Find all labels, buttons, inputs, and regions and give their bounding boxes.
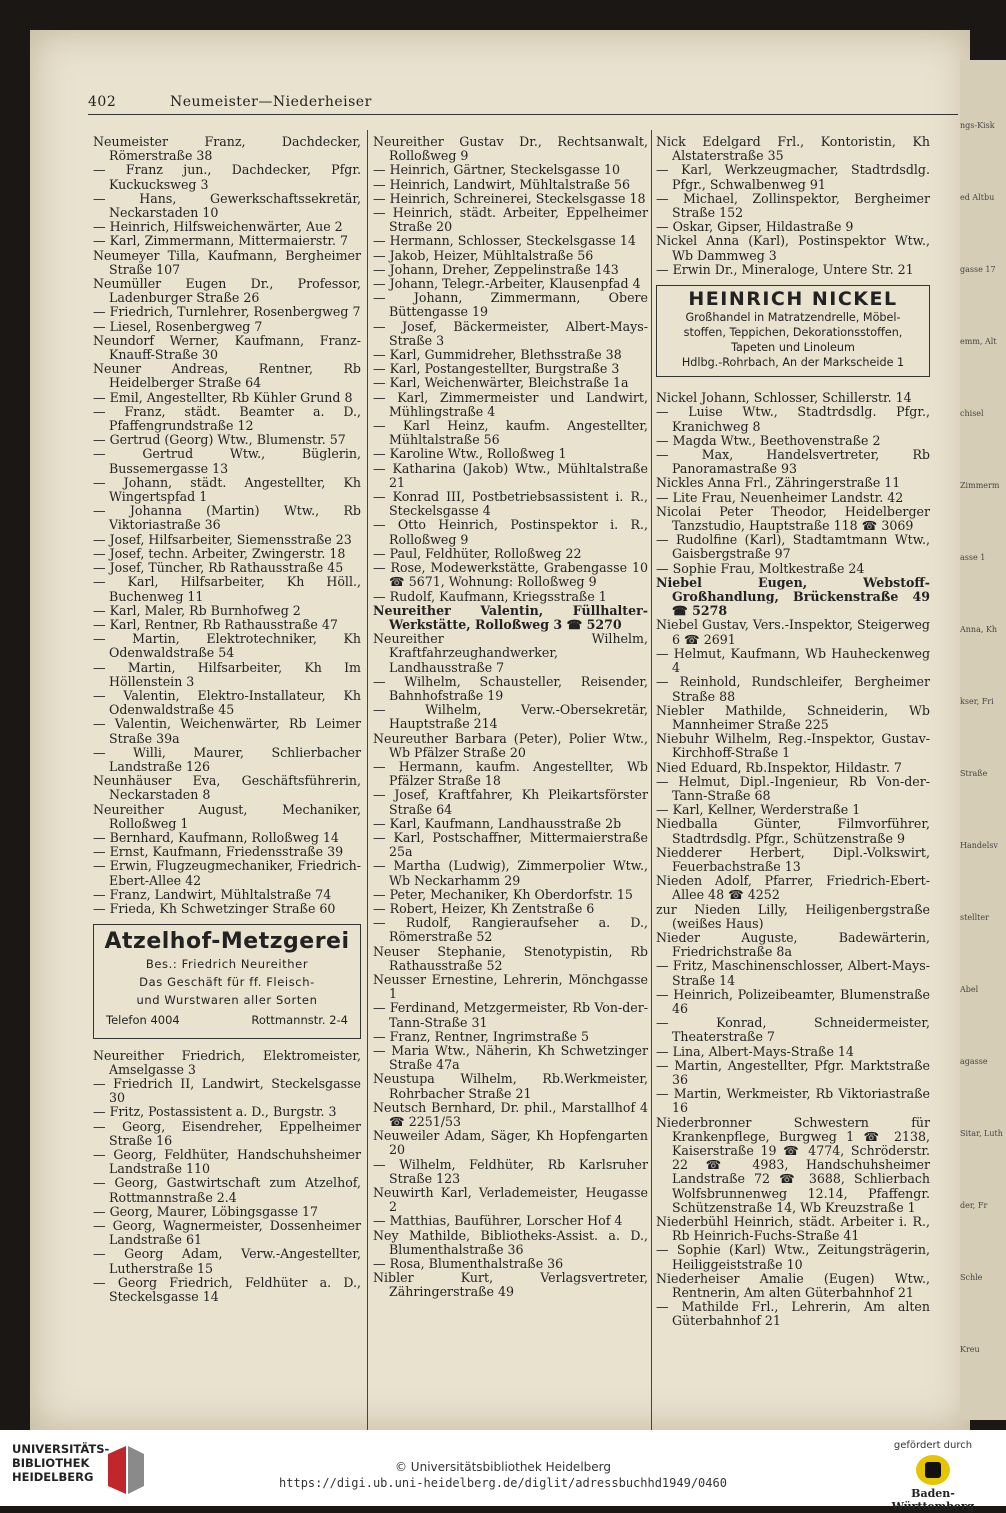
adjacent-page-text: Handelsv [960,841,998,850]
directory-entry: — Heinrich, Polizeibeamter, Blumenstraße 46 [656,986,930,1016]
directory-entry: — Heinrich, Schreinerei, Steckelsgasse 18 [373,190,646,206]
ad-title: HEINRICH NICKEL [688,288,898,311]
directory-entry: — Karl, Gummidreher, Blethsstraße 38 [373,347,622,363]
directory-entry: — Oskar, Gipser, Hildastraße 9 [656,219,854,235]
directory-entry: Niedballa Günter, Filmvorführer, Stadtrdsdlg. Pfgr., Schützenstraße 9 [656,816,930,846]
directory-entry: — Gertrud Wtw., Büglerin, Bussemergasse 13 [93,446,361,476]
adjacent-page-text: gasse 17 [960,265,996,274]
directory-entry: Niederbronner Schwestern für Krankenpflege, Burgweg 1 ☎ 2138, Kaiserstraße 19 ☎ 4774, Schröderstr. 22 ☎ 4983, Handschuhsheimer Landstraße 72 ☎ 3688, Schlierbach Wolfsbrunnenweg 12.14, Pfaffengr. Schützenstraße 14, Wb Kreuzstraße 1 [656,1114,930,1215]
directory-entry: — Georg, Maurer, Löbingsgasse 17 [93,1203,319,1219]
directory-entry: Nieder Auguste, Badewärterin, Friedrichstraße 8a [656,929,930,960]
directory-entry: — Hermann, kaufm. Angestellter, Wb Pfälzer Straße 18 [373,758,648,789]
directory-entry: — Josef, Bäckermeister, Albert-Mays-Straße 3 [373,318,648,348]
directory-entry: Neureither August, Mechaniker, Rolloßweg 1 [93,801,361,831]
directory-entry: — Fritz, Postassistent a. D., Burgstr. 3 [93,1104,337,1120]
ad-address: Rottmannstr. 2-4 [251,1013,348,1028]
directory-entry: — Georg Friedrich, Feldhüter a. D., Steckelsgasse 14 [93,1274,361,1305]
directory-entry: — Johann, städt. Angestellter, Kh Wingertspfad 1 [93,474,361,505]
directory-entry: — Josef, Hilfsarbeiter, Siemensstraße 23 [93,531,352,547]
adjacent-page-edge [960,60,1006,1420]
directory-entry: — Wilhelm, Schausteller, Reisender, Bahnhofstraße 19 [373,673,648,703]
column-divider [651,130,652,1430]
directory-entry: — Franz, Landwirt, Mühltalstraße 74 [93,886,332,902]
directory-entry: — Heinrich, Landwirt, Mühltalstraße 56 [373,176,631,192]
directory-entry: — Lina, Albert-Mays-Straße 14 [656,1043,854,1059]
page-header [88,94,968,114]
directory-entry: — Rudolfine (Karl), Stadtamtmann Wtw., Gaisbergstraße 97 [656,532,930,562]
directory-entry: — Ferdinand, Metzgermeister, Rb Von-der-Tann-Straße 31 [373,1000,648,1030]
directory-entry: — Karl, Weichenwärter, Bleichstraße 1a [373,375,629,391]
directory-entry: — Rosa, Blumenthalstraße 36 [373,1256,564,1272]
adjacent-page-text: Anna, Kh [960,625,998,634]
adjacent-page-text: Abel [960,985,979,994]
directory-entry: Neureither Gustav Dr., Rechtsanwalt, Rolloßweg 9 [373,134,648,164]
adjacent-page-text: Sitar, Luth [960,1129,1003,1138]
directory-entry: Neumüller Eugen Dr., Professor, Ladenburger Straße 26 [93,276,361,306]
ad-line: Das Geschäft für ff. Fleisch- [139,975,315,990]
ad-title: Atzelhof-Metzgerei [104,929,350,955]
directory-entry: Niebel Eugen, Webstoff-Großhandlung, Brückenstraße 49 ☎ 5278 [656,574,930,619]
adjacent-page-text: Kreu [960,1345,980,1354]
directory-entry: Niederheiser Amalie (Eugen) Wtw., Rentnerin, Am alten Güterbahnhof 21 [656,1270,930,1301]
directory-entry: Niedderer Herbert, Dipl.-Volkswirt, Feuerbachstraße 13 [656,844,930,874]
adjacent-page-text: asse 1 [960,553,986,562]
directory-entry: — Karl, Maler, Rb Burnhofweg 2 [93,602,301,618]
column-1 [93,135,361,1304]
column-2 [373,135,648,1300]
directory-entry: — Karl, Hilfsarbeiter, Kh Höll., Buchenweg 11 [93,574,361,604]
directory-entry: — Michael, Zollinspektor, Bergheimer Straße 152 [656,190,930,221]
directory-entry: — Karl, Kellner, Werderstraße 1 [656,802,861,818]
directory-entry: — Heinrich, Gärtner, Steckelsgasse 10 [373,162,620,178]
directory-entry: — Friedrich II, Landwirt, Steckelsgasse 30 [93,1075,361,1106]
directory-entry: — Georg, Wagnermeister, Dossenheimer Landstraße 61 [93,1218,361,1248]
directory-entry: — Lite Frau, Neuenheimer Landstr. 42 [656,489,904,505]
directory-entry: — Luise Wtw., Stadtrdsdlg. Pfgr., Kranichweg 8 [656,404,930,434]
adjacent-page-text: emm, Alt [960,337,997,346]
directory-entry: — Karl, Postangestellter, Burgstraße 3 [373,361,620,377]
adjacent-page-text: der, Fr [960,1201,988,1210]
directory-entry: — Erwin, Flugzeugmechaniker, Friedrich-Ebert-Allee 42 [93,858,361,888]
directory-entry: — Karl, Postschaffner, Mittermaierstraße 25a [373,829,648,860]
funder-name: Baden-Württemberg [891,1487,975,1513]
directory-entry: — Jakob, Heizer, Mühltalstraße 56 [373,247,594,263]
ad-line: Hdlbg.-Rohrbach, An der Markscheide 1 [681,356,905,370]
ad-line: Tapeten und Linoleum [731,341,855,355]
copyright-text: © Universitätsbibliothek Heidelberg [394,1460,611,1474]
directory-entry: — Max, Handelsvertreter, Rb Panoramastraße 93 [656,447,930,477]
directory-entry: — Georg Adam, Verw.-Angestellter, Lutherstraße 15 [93,1246,361,1276]
logo-line: UNIVERSITÄTS- [12,1442,110,1456]
directory-entry: Neureuther Barbara (Peter), Polier Wtw., Wb Pfälzer Straße 20 [373,730,648,760]
directory-entry: — Karl, Rentner, Rb Rathausstraße 47 [93,616,338,632]
directory-entry: — Hermann, Schlosser, Steckelsgasse 14 [373,233,636,249]
directory-entry: — Gertrud (Georg) Wtw., Blumenstr. 57 [93,432,346,448]
directory-entry: Neureither Wilhelm, Kraftfahrzeughandwerker, Landhausstraße 7 [373,631,648,675]
adjacent-page-text: Schle [960,1273,983,1282]
directory-entry: Neureither Friedrich, Elektromeister, Amselgasse 3 [93,1047,361,1077]
directory-entry: — Otto Heinrich, Postinspektor i. R., Rolloßweg 9 [373,517,648,547]
directory-entry: — Helmut, Dipl.-Ingenieur, Rb Von-der-Tann-Straße 68 [656,773,930,803]
directory-entry: — Martha (Ludwig), Zimmerpolier Wtw., Wb Neckarhamm 29 [373,858,648,888]
directory-entry: — Heinrich, Hilfsweichenwärter, Aue 2 [93,219,343,235]
footer-bar [0,1430,1006,1513]
directory-entry: — Johann, Dreher, Zeppelinstraße 143 [373,261,619,277]
directory-entry: — Fritz, Maschinenschlosser, Albert-Mays-Straße 14 [656,958,930,988]
directory-entry: — Georg, Feldhüter, Handschuhsheimer Landstraße 110 [93,1147,361,1177]
directory-entry: — Magda Wtw., Beethovenstraße 2 [656,432,881,448]
advertisement-nickel [656,285,930,377]
directory-entry: — Karl, Zimmermann, Mittermaierstr. 7 [93,233,349,249]
directory-entry: — Rudolf, Kaufmann, Kriegsstraße 1 [373,588,607,604]
directory-entry: Neuweiler Adam, Säger, Kh Hopfengarten 20 [373,1128,648,1158]
page-title: Neumeister—Niederheiser [170,94,372,110]
funded-by-label: gefördert durch [893,1440,973,1451]
directory-entry: — Johanna (Martin) Wtw., Rb Viktoriastraße 36 [93,503,361,533]
directory-entry: — Konrad III, Postbetriebsassistent i. R., Steckelsgasse 4 [373,489,648,519]
directory-entry: zur Nieden Lilly, Heiligenbergstraße (weißes Haus) [656,901,930,931]
ad-owner: Bes.: Friedrich Neureither [145,957,309,972]
directory-entry: — Sophie (Karl) Wtw., Zeitungsträgerin, Heiliggeiststraße 10 [656,1242,930,1272]
directory-entry: Neunhäuser Eva, Geschäftsführerin, Neckarstaden 8 [93,773,361,803]
directory-entry: Niebuhr Wilhelm, Reg.-Inspektor, Gustav-Kirchhoff-Straße 1 [656,731,930,761]
directory-entry: — Maria Wtw., Näherin, Kh Schwetzinger Straße 47a [373,1043,648,1073]
directory-entry: — Valentin, Elektro-Installateur, Kh Odenwaldstraße 45 [93,687,361,718]
directory-entry: — Franz jun., Dachdecker, Pfgr. Kuckucksweg 3 [93,162,361,192]
directory-entry: Neuner Andreas, Rentner, Rb Heidelberger Straße 64 [93,361,361,391]
directory-entry: — Liesel, Rosenbergweg 7 [93,318,263,334]
logo-line: BIBLIOTHEK [12,1456,90,1470]
directory-entry: Neuser Stephanie, Stenotypistin, Rb Rathausstraße 52 [373,943,648,973]
directory-entry: — Franz, Rentner, Ingrimstraße 5 [373,1028,589,1044]
directory-entry: — Bernhard, Kaufmann, Rolloßweg 14 [93,829,339,845]
directory-entry: — Sophie Frau, Moltkestraße 24 [656,560,865,576]
directory-entry: — Helmut, Kaufmann, Wb Hauheckenweg 4 [656,645,930,676]
adjacent-page-text: ed Altbu [960,193,995,202]
directory-entry: Ney Mathilde, Bibliotheks-Assist. a. D., Blumenthalstraße 36 [373,1227,648,1257]
directory-entry: Nicolai Peter Theodor, Heidelberger Tanzstudio, Hauptstraße 118 ☎ 3069 [656,503,930,534]
directory-entry: — Frieda, Kh Schwetzinger Straße 60 [93,900,336,916]
directory-entry: — Karoline Wtw., Rolloßweg 1 [373,446,567,462]
directory-entry: — Karl, Werkzeugmacher, Stadtrdsdlg. Pfgr., Schwalbenweg 91 [656,162,930,192]
ad-phone: Telefon 4004 [106,1013,180,1028]
directory-entry: Nickel Anna (Karl), Postinspektor Wtw., Wb Dammweg 3 [656,233,930,263]
directory-entry: Nickles Anna Frl., Zähringerstraße 11 [656,475,901,491]
adjacent-page-text: chisel [960,409,984,418]
directory-entry: — Karl Heinz, kaufm. Angestellter, Mühltalstraße 56 [373,418,648,448]
directory-entry: Niebler Mathilde, Schneiderin, Wb Mannheimer Straße 225 [656,702,930,732]
directory-entry: — Karl, Zimmermeister und Landwirt, Mühlingstraße 4 [373,389,648,419]
directory-entry: — Franz, städt. Beamter a. D., Pfaffengrundstraße 12 [93,403,361,434]
page-number: 402 [88,94,117,110]
directory-entry: Nied Eduard, Rb.Inspektor, Hildastr. 7 [656,759,902,775]
directory-entry: — Valentin, Weichenwärter, Rb Leimer Straße 39a [93,716,361,746]
ad-line: Großhandel in Matratzendrelle, Möbel- [685,311,901,325]
logo-line: HEIDELBERG [12,1470,94,1484]
directory-entry: Nick Edelgard Frl., Kontoristin, Kh Alstaterstraße 35 [656,134,930,164]
directory-entry: — Martin, Elektrotechniker, Kh Odenwaldstraße 54 [93,631,361,661]
directory-entry: — Georg, Gastwirtschaft zum Atzelhof, Rottmannstraße 2.4 [93,1175,361,1205]
directory-entry: Neusser Ernestine, Lehrerin, Mönchgasse 1 [373,971,648,1002]
directory-entry: — Peter, Mechaniker, Kh Oberdorfstr. 15 [373,886,633,902]
directory-entry: — Wilhelm, Verw.-Obersekretär, Hauptstraße 214 [373,702,648,732]
directory-entry: Niederbühl Heinrich, städt. Arbeiter i. R., Rb Heinrich-Fuchs-Straße 41 [656,1214,930,1244]
directory-entry: — Martin, Hilfsarbeiter, Kh Im Höllenstein 3 [93,659,361,689]
directory-entry: — Johann, Telegr.-Arbeiter, Klausenpfad 4 [373,276,641,292]
advertisement-atzelhof [93,924,361,1038]
directory-entry: Neuwirth Karl, Verlademeister, Heugasse 2 [373,1185,648,1215]
directory-entry: — Mathilde Frl., Lehrerin, Am alten Güterbahnhof 21 [656,1299,930,1329]
directory-entry: Neutsch Bernhard, Dr. phil., Marstallhof 4 ☎ 2251/53 [373,1099,648,1130]
directory-entry: — Emil, Angestellter, Rb Kühler Grund 8 [93,389,353,405]
directory-entry: — Hans, Gewerkschaftssekretär, Neckarstaden 10 [93,190,361,221]
directory-entry: — Matthias, Bauführer, Lorscher Hof 4 [373,1213,623,1229]
directory-entry: Neumeister Franz, Dachdecker, Römerstraße 38 [93,134,361,164]
directory-entry: — Rose, Modewerkstätte, Grabengasse 10 ☎ 5671, Wohnung: Rolloßweg 9 [373,560,648,590]
directory-entry: — Konrad, Schneidermeister, Theaterstraße 7 [656,1015,930,1045]
adjacent-page-text: kser, Fri [960,697,994,706]
directory-entry: — Friedrich, Turnlehrer, Rosenbergweg 7 [93,304,361,320]
funder-block [878,1440,988,1513]
directory-entry: — Reinhold, Rundschleifer, Bergheimer Straße 88 [656,674,930,704]
ad-line: und Wurstwaren aller Sorten [136,993,318,1008]
directory-entry: — Josef, techn. Arbeiter, Zwingerstr. 18 [93,545,346,561]
adjacent-page-text: stellter [960,913,989,922]
directory-entry: — Katharina (Jakob) Wtw., Mühltalstraße 21 [373,460,648,490]
column-divider [367,130,368,1430]
directory-entry: Neustupa Wilhelm, Rb.Werkmeister, Rohrbacher Straße 21 [373,1071,648,1101]
directory-entry: — Josef, Kraftfahrer, Kh Pleikartsförster Straße 64 [373,787,648,817]
directory-entry: — Heinrich, städt. Arbeiter, Eppelheimer Straße 20 [373,205,648,235]
adjacent-page-text: Zimmerm [960,481,1000,490]
adjacent-page-text: ngs-Kisk [960,121,995,130]
directory-entry: Neureither Valentin, Füllhalter-Werkstätte, Rolloßweg 3 ☎ 5270 [373,602,648,632]
header-rule [88,114,958,115]
directory-entry: — Wilhelm, Feldhüter, Rb Karlsruher Straße 123 [373,1156,648,1186]
directory-entry: — Ernst, Kaufmann, Friedensstraße 39 [93,844,344,860]
directory-entry: — Georg, Eisendreher, Eppelheimer Straße 16 [93,1118,361,1148]
directory-entry: — Willi, Maurer, Schlierbacher Landstraße 126 [93,744,361,774]
directory-entry: Nieden Adolf, Pfarrer, Friedrich-Ebert-Allee 48 ☎ 4252 [656,873,930,903]
directory-entry: — Paul, Feldhüter, Rolloßweg 22 [373,545,582,561]
directory-entry: — Rudolf, Rangieraufseher a. D., Römerstraße 52 [373,915,648,945]
directory-entry: — Josef, Tüncher, Rb Rathausstraße 45 [93,560,344,576]
directory-entry: — Karl, Kaufmann, Landhausstraße 2b [373,815,622,831]
ad-line: stoffen, Teppichen, Dekorationsstoffen, [683,326,903,340]
column-3 [656,135,930,1329]
adjacent-page-text: agasse [960,1057,988,1066]
state-coat-of-arms-icon [916,1455,950,1485]
document-url-link[interactable]: https://digi.ub.uni-heidelberg.de/diglit/adressbuchhd1949/0460 [279,1476,727,1490]
directory-entry: Nickel Johann, Schlosser, Schillerstr. 14 [656,390,912,406]
directory-entry: Neundorf Werner, Kaufmann, Franz-Knauff-Straße 30 [93,332,361,363]
directory-entry: — Erwin Dr., Mineraloge, Untere Str. 21 [656,261,914,277]
adjacent-page-text: Straße [960,769,988,778]
directory-entry: Neumeyer Tilla, Kaufmann, Bergheimer Straße 107 [93,247,361,277]
directory-entry: — Martin, Angestellter, Pfgr. Marktstraße 36 [656,1057,930,1087]
directory-entry: Niebel Gustav, Vers.-Inspektor, Steigerweg 6 ☎ 2691 [656,617,930,647]
directory-entry: Nibler Kurt, Verlagsvertreter, Zähringerstraße 49 [373,1270,648,1300]
directory-entry: — Robert, Heizer, Kh Zentstraße 6 [373,900,595,916]
directory-entry: — Martin, Werkmeister, Rb Viktoriastraße 16 [656,1086,930,1116]
directory-entry: — Johann, Zimmermann, Obere Büttengasse 19 [373,290,648,320]
